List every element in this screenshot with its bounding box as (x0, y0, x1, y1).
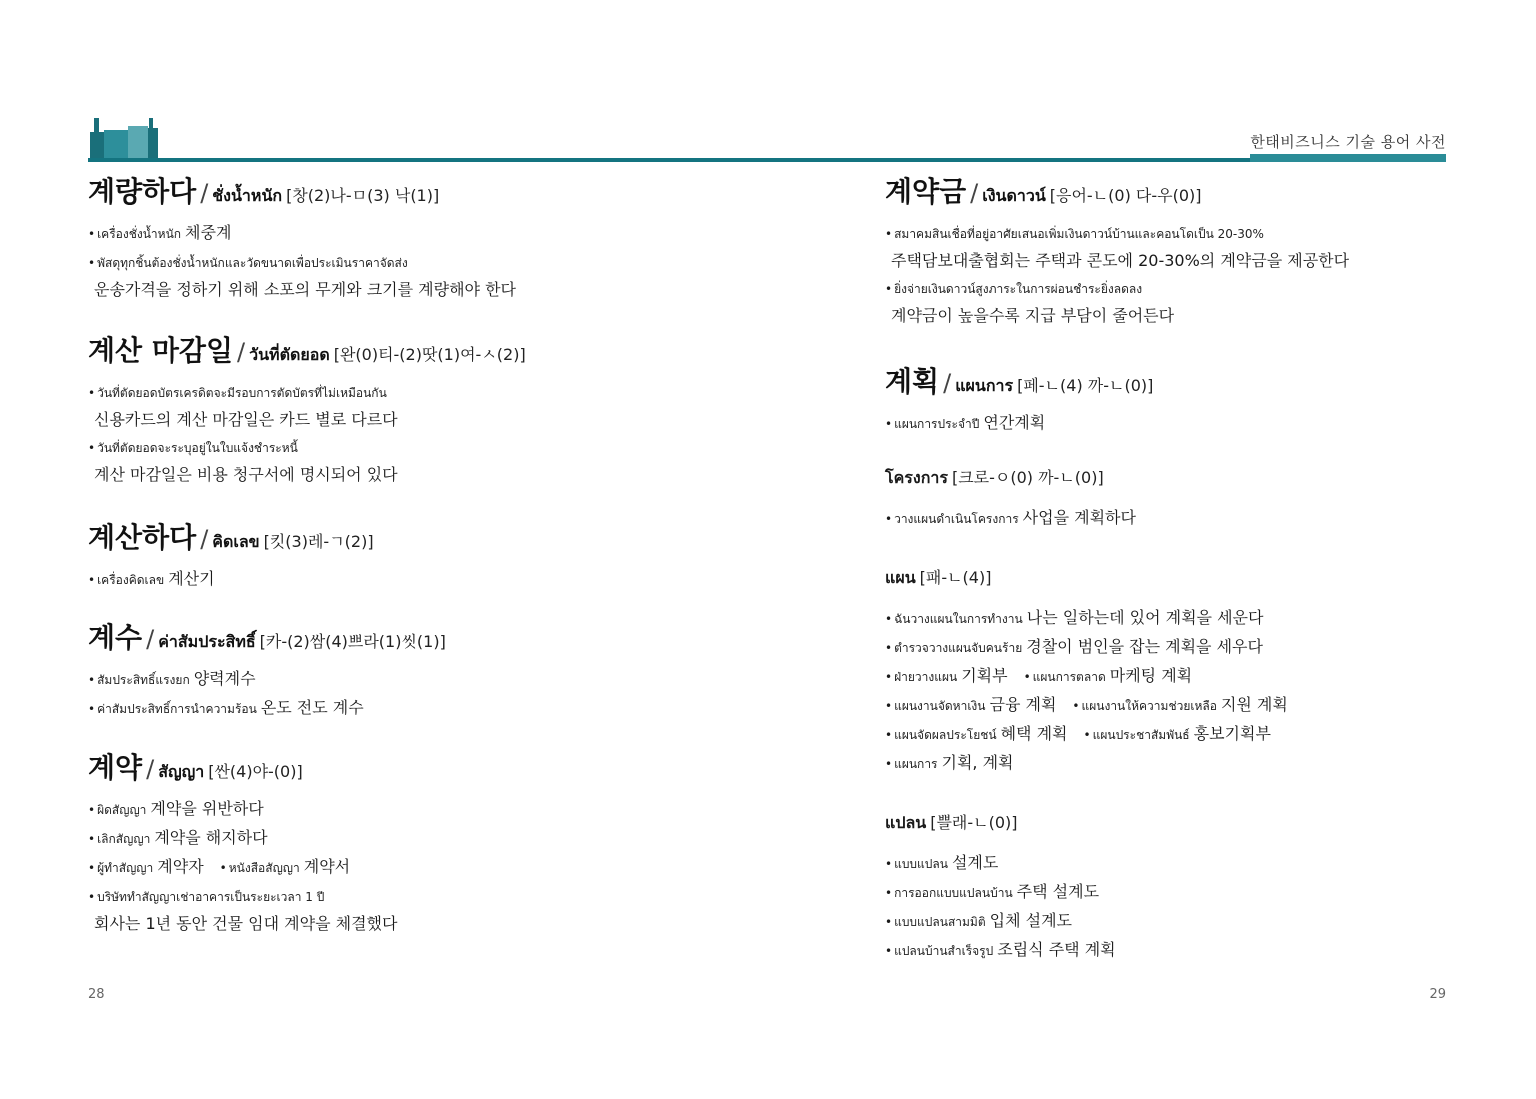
bullet-point: • (885, 417, 893, 431)
bullet-point: • (885, 944, 893, 958)
pronunciation: [완(0)티-(2)땃(1)여-ㅅ(2)] (333, 345, 526, 364)
example-korean: 설계도 (951, 853, 999, 872)
example-thai: แผนการตลาด (1032, 670, 1106, 684)
example-thai: ค่าสัมประสิทธิ์การนำความร้อน (97, 702, 257, 716)
bullet-point: • (88, 702, 96, 716)
example-korean-sentence: 회사는 1년 동안 건물 임대 계약을 체결했다 (94, 914, 398, 933)
example-thai: การออกแบบแปลนบ้าน (894, 886, 1013, 900)
headword-line (88, 748, 728, 792)
bullet-point: • (885, 728, 893, 742)
bullet-point: • (885, 886, 893, 900)
separator-slash: / (200, 525, 209, 553)
example (88, 381, 728, 404)
korean-headword: 계약금 (885, 175, 967, 208)
headword-line (885, 463, 1525, 493)
example-thai: วางแผนดำเนินโครงการ (894, 512, 1019, 526)
separator-slash: / (943, 369, 952, 397)
pronunciation: [킷(3)레-ㄱ(2)] (263, 532, 374, 551)
example-korean: 기획, 계획 (941, 753, 1014, 772)
example (885, 752, 1525, 775)
thai-translation: ค่าสัมประสิทธิ์ (158, 632, 256, 651)
header-rule (88, 158, 1446, 162)
example (885, 723, 1525, 746)
example-korean-sentence: 계약금이 높을수록 지급 부담이 줄어든다 (891, 306, 1175, 325)
dictionary-entry (88, 172, 728, 300)
example-korean: 계산기 (168, 569, 215, 588)
example-thai: เลิกสัญญา (97, 832, 151, 846)
example (885, 939, 1525, 962)
example (885, 607, 1525, 630)
pronunciation: [페-ㄴ(4) 까-ㄴ(0)] (1017, 376, 1154, 395)
example (88, 251, 728, 274)
example-thai: แผนประชาสัมพันธ์ (1092, 728, 1190, 742)
example (885, 881, 1525, 904)
bullet-point: • (885, 512, 893, 526)
thai-subentry: แผน (885, 568, 916, 587)
example-korean: 금융 계획 (989, 695, 1057, 714)
example (885, 222, 1525, 245)
bullet-point: • (88, 890, 96, 904)
example (88, 885, 728, 908)
bullet-point: • (88, 803, 96, 817)
korean-headword: 계수 (88, 621, 143, 654)
example (88, 568, 728, 591)
headword-line (885, 362, 1525, 406)
separator-slash: / (200, 179, 209, 207)
example-thai: แบบแปลน (894, 857, 948, 871)
example-thai: แผนงานให้ความช่วยเหลือ (1081, 699, 1217, 713)
example-korean: 사업을 계획하다 (1022, 508, 1136, 527)
dictionary-entry (88, 331, 728, 485)
example (885, 694, 1525, 717)
example-korean: 입체 설계도 (989, 911, 1073, 930)
example-thai: แปลนบ้านสำเร็จรูป (894, 944, 994, 958)
deco-block-1-tip (94, 118, 99, 132)
bullet-point: • (885, 227, 893, 241)
separator-slash: / (146, 755, 155, 783)
example-thai: หนังสือสัญญา (228, 861, 300, 875)
example (885, 852, 1525, 875)
example (885, 636, 1525, 659)
headword-line (88, 331, 728, 375)
dictionary-entry (885, 808, 1525, 962)
headword-line (885, 563, 1525, 593)
example-thai: พัสดุทุกชิ้นต้องชั่งน้ำหนักและวัดขนาดเพื่อประเมินราคาจัดส่ง (97, 256, 408, 270)
example-korean: 홍보기획부 (1193, 724, 1271, 743)
pronunciation: [카-(2)쌈(4)쁘라(1)씻(1)] (259, 632, 446, 651)
book-title: 한태비즈니스 기술 용어 사전 (1250, 133, 1446, 151)
bullet-point: • (885, 757, 893, 771)
example-korean: 계약서 (303, 857, 351, 876)
example-korean: 마케팅 계획 (1109, 666, 1193, 685)
bullet-point: • (885, 282, 893, 296)
bullet-point: • (88, 227, 96, 241)
separator-slash: / (146, 625, 155, 653)
bullet-point: • (88, 673, 96, 687)
bullet-point: • (88, 573, 96, 587)
dictionary-entry (885, 563, 1525, 775)
example (88, 697, 728, 720)
example-korean: 혜택 계획 (1000, 724, 1068, 743)
example-thai: ฝ่ายวางแผน (894, 670, 958, 684)
example-thai: ผู้ทำสัญญา (97, 861, 154, 875)
separator-slash: / (970, 179, 979, 207)
headword-line (885, 172, 1525, 216)
page-number-left: 28 (88, 987, 105, 1002)
pronunciation: [창(2)나-ㅁ(3) 낙(1)] (286, 186, 440, 205)
example-korean: 계약자 (157, 857, 204, 876)
korean-headword: 계약 (88, 751, 143, 784)
pronunciation: [응어-ㄴ(0) 다-우(0)] (1049, 186, 1202, 205)
thai-translation: คิดเลข (212, 532, 260, 551)
pronunciation: [싼(4)야-(0)] (208, 762, 303, 781)
example-korean: 나는 일하는데 있어 계획을 세운다 (1026, 608, 1264, 627)
bullet-point: • (1072, 699, 1080, 713)
example-thai: ผิดสัญญา (97, 803, 147, 817)
deco-block-3 (128, 126, 148, 162)
pronunciation: [패-ㄴ(4)] (919, 568, 992, 587)
dictionary-entry (88, 518, 728, 591)
example (88, 827, 728, 850)
example-thai: แผนการ (894, 757, 938, 771)
separator-slash: / (237, 338, 246, 366)
example-thai: แผนการประจำปี (894, 417, 980, 431)
bullet-point: • (885, 612, 893, 626)
example (885, 507, 1525, 530)
example-korean-sentence: 운송가격을 정하기 위해 소포의 무게와 크기를 계량해야 한다 (94, 280, 517, 299)
dictionary-entry (885, 172, 1525, 326)
bullet-point: • (885, 641, 893, 655)
bullet-point: • (885, 670, 893, 684)
example-korean-sentence: 신용카드의 계산 마감일은 카드 별로 다르다 (94, 410, 398, 429)
deco-block-4 (148, 128, 158, 162)
example-korean: 기획부 (961, 666, 1008, 685)
bullet-point: • (88, 386, 96, 400)
example-thai: แผนงานจัดหาเงิน (894, 699, 986, 713)
bullet-point: • (219, 861, 227, 875)
example-thai: ตำรวจวางแผนจับคนร้าย (894, 641, 1023, 655)
bullet-point: • (88, 861, 96, 875)
dictionary-entry (885, 463, 1525, 530)
example (88, 668, 728, 691)
headword-line (88, 172, 728, 216)
thai-translation: ชั่งน้ำหนัก (212, 186, 283, 205)
deco-block-4-tip (149, 118, 153, 130)
thai-subentry: แปลน (885, 813, 927, 832)
example-korean: 주택 설계도 (1016, 882, 1100, 901)
bullet-point: • (885, 857, 893, 871)
thai-translation: เงินดาวน์ (982, 186, 1046, 205)
korean-headword: 계량하다 (88, 175, 197, 208)
example (88, 222, 728, 245)
bullet-point: • (1023, 670, 1031, 684)
bullet-point: • (88, 441, 96, 455)
example-korean: 온도 전도 계수 (260, 698, 364, 717)
example-thai: ยิ่งจ่ายเงินดาวน์สูงภาระในการผ่อนชำระยิ่งลดลง (894, 282, 1143, 296)
dictionary-entry (88, 748, 728, 934)
dictionary-entry (88, 618, 728, 720)
example-korean: 양력계수 (193, 669, 256, 688)
example-thai: เครื่องชั่งน้ำหนัก (97, 227, 182, 241)
example-thai: เครื่องคิดเลข (97, 573, 165, 587)
example-korean: 체중계 (185, 223, 232, 242)
example (88, 436, 728, 459)
bullet-point: • (885, 915, 893, 929)
example-thai: บริษัททำสัญญาเช่าอาคารเป็นระยะเวลา 1 ปี (97, 890, 325, 904)
thai-translation: แผนการ (955, 376, 1014, 395)
pronunciation: [쁠래-ㄴ(0)] (930, 813, 1018, 832)
example-korean: 경찰이 범인을 잡는 계획을 세우다 (1026, 637, 1263, 656)
example-korean-sentence: 주택담보대출협회는 주택과 콘도에 20-30%의 계약금을 제공한다 (891, 251, 1350, 270)
thai-subentry: โครงการ (885, 468, 948, 487)
example (885, 277, 1525, 300)
example-korean: 조립식 주택 계획 (997, 940, 1116, 959)
example-thai: สมาคมสินเชื่อที่อยู่อาศัยเสนอเพิ่มเงินดาวน์บ้านและคอนโดเป็น 20-30% (894, 227, 1264, 241)
page-number-right: 29 (1429, 987, 1446, 1002)
example-korean: 지원 계획 (1220, 695, 1288, 714)
example-thai: สัมประสิทธิ์แรงยก (97, 673, 190, 687)
example (88, 798, 728, 821)
example-thai: แผนจัดผลประโยชน์ (894, 728, 997, 742)
example (885, 665, 1525, 688)
header-title-bar (1250, 154, 1446, 162)
example (885, 412, 1525, 435)
pronunciation: [크로-ㅇ(0) 까-ㄴ(0)] (951, 468, 1104, 487)
example-korean: 연간계획 (983, 413, 1046, 432)
example-korean: 계약을 위반하다 (150, 799, 264, 818)
example-thai: วันที่ตัดยอดบัตรเครดิตจะมีรอบการตัดบัตรที่ไม่เหมือนกัน (97, 386, 387, 400)
example-thai: แบบแปลนสามมิติ (894, 915, 986, 929)
bullet-point: • (885, 699, 893, 713)
korean-headword: 계산하다 (88, 521, 197, 554)
example-thai: วันที่ตัดยอดจะระบุอยู่ในใบแจ้งชำระหนี้ (97, 441, 298, 455)
headword-line (88, 518, 728, 562)
dictionary-entry (885, 362, 1525, 435)
example-thai: ฉันวางแผนในการทำงาน (894, 612, 1023, 626)
example-korean-sentence: 계산 마감일은 비용 청구서에 명시되어 있다 (94, 465, 398, 484)
example (88, 856, 728, 879)
thai-translation: สัญญา (158, 762, 205, 781)
korean-headword: 계획 (885, 365, 940, 398)
example (885, 910, 1525, 933)
headword-line (885, 808, 1525, 838)
bullet-point: • (1083, 728, 1091, 742)
headword-line (88, 618, 728, 662)
thai-translation: วันที่ตัดยอด (249, 345, 330, 364)
header-decoration (88, 126, 160, 162)
korean-headword: 계산 마감일 (88, 334, 233, 367)
example-korean: 계약을 해지하다 (154, 828, 268, 847)
bullet-point: • (88, 832, 96, 846)
bullet-point: • (88, 256, 96, 270)
